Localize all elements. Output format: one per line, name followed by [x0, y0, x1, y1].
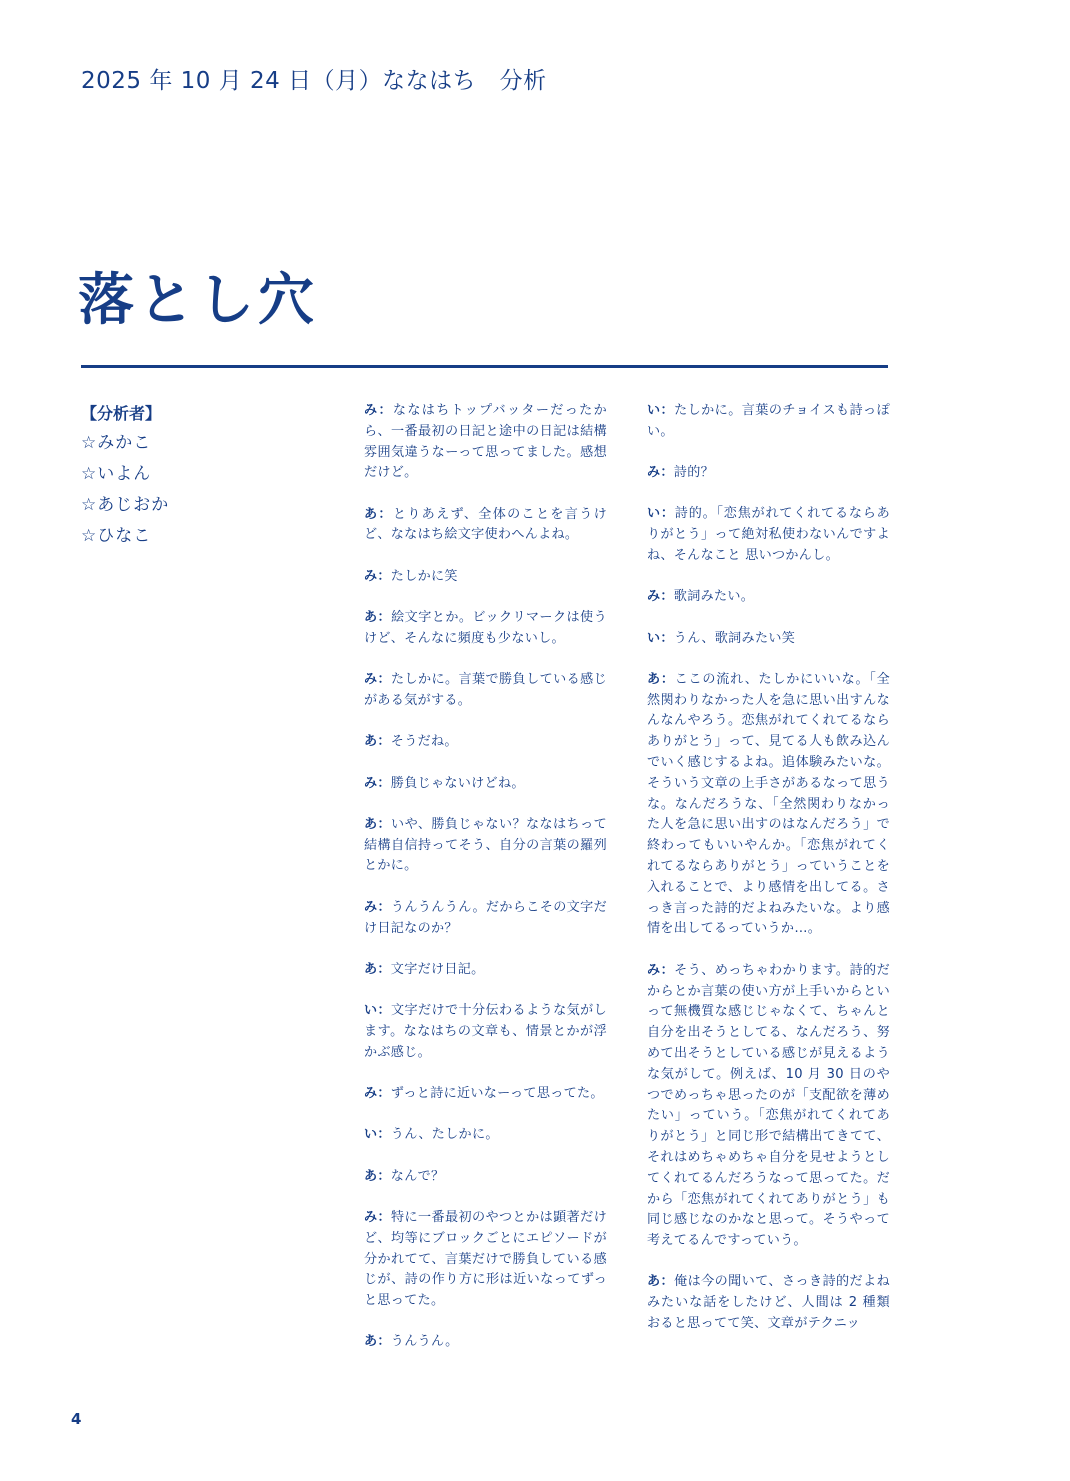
speaker-label: み： [364, 672, 392, 688]
speaker-label: あ： [364, 1334, 391, 1350]
analyst-item: ☆いよん [81, 464, 152, 484]
speaker-label: い： [647, 403, 675, 418]
speaker-label: い： [647, 630, 674, 646]
dialogue-text: たしかに笑 [390, 568, 458, 584]
speaker-label: み： [647, 589, 674, 605]
dialogue-text: 文字だけで十分伝わるような気がします。ななはちの文章も、情景とかが浮かぶ感じ。 [364, 1003, 607, 1060]
title-divider [81, 365, 888, 368]
speaker-label: あ： [364, 734, 391, 750]
dialogue-text: なんで？ [390, 1168, 445, 1184]
analyst-item: ☆あじおか [81, 495, 170, 515]
dialogue-line [364, 505, 607, 547]
header-date-line: 2025 年 10 月 24 日（月）ななはち 分析 [81, 68, 547, 94]
speaker-label: み： [364, 1209, 392, 1225]
dialogue-line [364, 898, 607, 940]
dialogue-text: うん、たしかに。 [390, 1127, 499, 1143]
dialogue-line [364, 815, 607, 877]
dialogue-line [364, 1001, 607, 1063]
dialogue-text: 俺は今の聞いて、さっき詩的だよねみたいな話をしたけど、人間は 2 種類おると思ってて笑、文章がテクニッ [647, 1274, 890, 1331]
dialogue-text: 詩的。「恋焦がれてくれてるならありがとう」って絶対私使わないんですよね、そんなこと 思いつかんし。 [647, 506, 891, 563]
analyst-heading: 【分析者】 [81, 404, 162, 423]
dialogue-line [647, 463, 890, 484]
dialogue-text: うんうんうん。だからこその文字だけ日記なのか？ [364, 899, 607, 936]
speaker-label: あ： [364, 1168, 391, 1184]
dialogue-line [647, 1272, 890, 1334]
speaker-label: い： [364, 1127, 391, 1143]
dialogue-line [364, 1125, 607, 1146]
dialogue-line [647, 401, 890, 443]
speaker-label: み： [364, 1086, 391, 1102]
dialogue-column-1 [364, 401, 607, 1374]
speaker-label: い： [647, 506, 675, 522]
dialogue-line [364, 1208, 607, 1312]
dialogue-line [647, 961, 890, 1252]
speaker-label: み： [364, 899, 391, 915]
analyst-item: ☆みかこ [81, 433, 152, 453]
dialogue-text: 詩的？ [673, 465, 714, 481]
dialogue-text: うんうん。 [390, 1334, 459, 1350]
speaker-label: あ： [647, 1274, 675, 1290]
dialogue-line [364, 567, 607, 588]
dialogue-line [647, 670, 890, 940]
dialogue-line [364, 732, 607, 753]
speaker-label: あ： [364, 961, 391, 977]
dialogue-text: ずっと詩に近いなーって思ってた。 [390, 1086, 604, 1102]
dialogue-text: そうだね。 [390, 734, 458, 750]
dialogue-text: ここの流れ、たしかにいいな。「全然関わりなかった人を急に思い出すんなんなんやろう。恋焦がれてくれてるならありがとう」って、見てる人も飲み込んでいく感じするよね。追体験みたいな。そういう文章の上手さがあるなって思うな。なんだろうな、「全然関わりなかった人を急に思い出すのはなんだろう」で終わってもいいやんか。「恋焦がれてくれてるならありがとう」っていうことを入れることで、より感情を出してる。さっき言った詩的だよねみたいな。より感情を出してるっていうか…。 [647, 671, 890, 937]
speaker-label: み： [364, 775, 391, 791]
speaker-label: み： [647, 962, 675, 978]
speaker-label: あ： [364, 506, 393, 522]
dialogue-column-2 [647, 401, 890, 1355]
dialogue-text: 絵文字とか。ビックリマークは使うけど、そんなに頻度も少ないし。 [364, 610, 607, 646]
speaker-label: み： [364, 403, 393, 418]
dialogue-text: ななはちトップバッターだったから、一番最初の日記と途中の日記は結構雰囲気違うなーって思ってました。感想だけど。 [364, 403, 607, 481]
analyst-list [81, 400, 301, 552]
dialogue-text: たしかに。言葉のチョイスも詩っぽい。 [647, 403, 890, 439]
dialogue-line [364, 774, 607, 795]
dialogue-text: 文字だけ日記。 [390, 961, 485, 977]
dialogue-text: たしかに。言葉で勝負している感じがある気がする。 [364, 672, 607, 708]
speaker-label: み： [647, 465, 674, 481]
dialogue-line [364, 401, 607, 484]
dialogue-line [364, 1084, 607, 1105]
dialogue-text: 特に一番最初のやつとかは顕著だけど、均等にブロックごとにエピソードが分かれてて、言葉だけで勝負している感じが、詩の作り方に形は近いなってずっと思ってた。 [364, 1209, 607, 1309]
speaker-label: い： [364, 1003, 392, 1019]
speaker-label: み： [364, 568, 391, 584]
speaker-label: あ： [364, 816, 392, 832]
dialogue-line [364, 1167, 607, 1188]
dialogue-text: うん、歌詞みたい笑 [673, 630, 796, 646]
dialogue-line [647, 629, 890, 650]
dialogue-text: そう、めっちゃわかります。詩的だからとか言葉の使い方が上手いからといって無機質な感じじゃなくて、ちゃんと自分を出そうとしてる、なんだろう、努めて出そうとしている感じが見えるような気がして。例えば、10 月 30 日のやつでめっちゃ思ったのが「支配欲を薄めたい」っていう。「恋焦がれてくれてありがとう」と同じ形で結構出てきてて、それはめちゃめちゃ自分を見せようとしてくれてるんだろうなって思ってた。だから「恋焦がれてくれてありがとう」も同じ感じなのかなと思って。そうやって考えてるんですっていう。 [647, 962, 890, 1249]
dialogue-text: とりあえず、全体のことを言うけど、ななはち絵文字使わへんよね。 [364, 506, 608, 543]
speaker-label: あ： [364, 610, 392, 626]
dialogue-line [364, 608, 607, 650]
dialogue-text: 歌詞みたい。 [673, 589, 755, 605]
speaker-label: あ： [647, 671, 675, 687]
dialogue-line [364, 670, 607, 712]
dialogue-line [647, 587, 890, 608]
page-number: 4 [71, 1410, 82, 1428]
dialogue-text: 勝負じゃないけどね。 [390, 775, 525, 791]
analyst-item: ☆ひなこ [81, 526, 152, 546]
dialogue-line [647, 504, 890, 566]
dialogue-text: いや、勝負じゃない？ななはちって結構自信持ってそう、自分の言葉の羅列とかに。 [364, 816, 607, 874]
page-title: 落とし穴 [78, 268, 318, 333]
dialogue-line [364, 1332, 607, 1353]
dialogue-line [364, 960, 607, 981]
